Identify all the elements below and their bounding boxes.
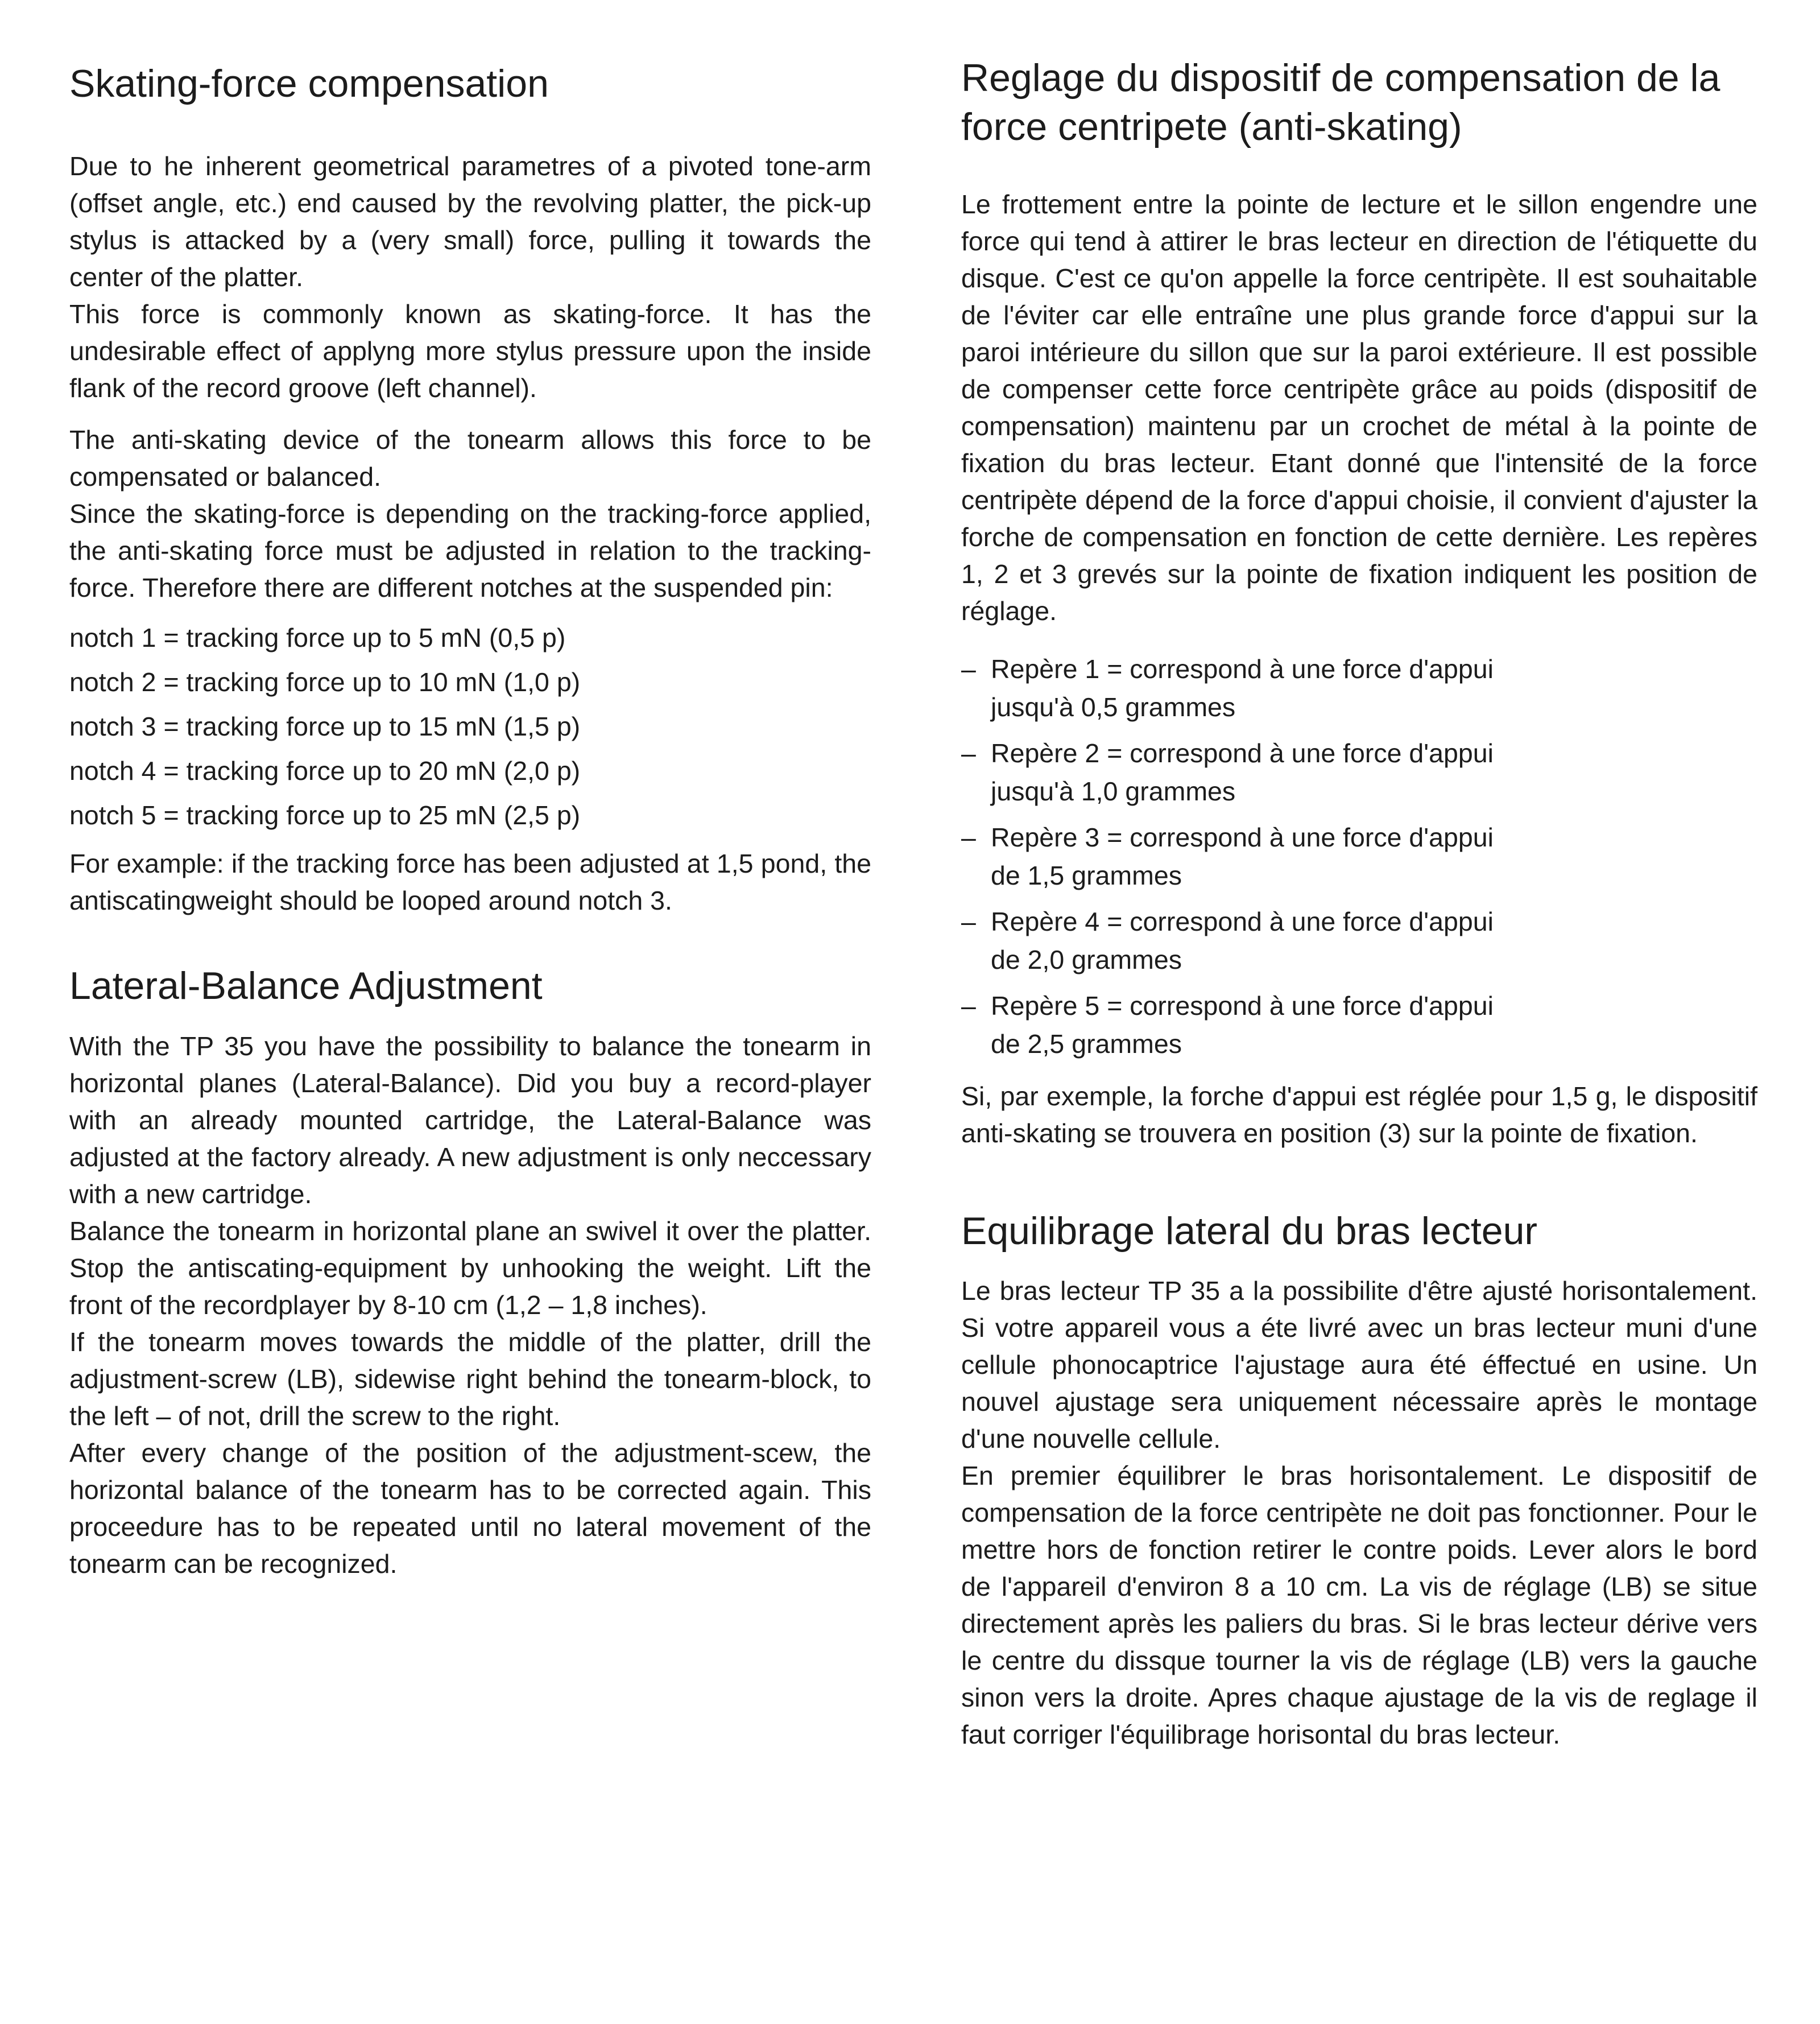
lateral-balance-title: Lateral-Balance Adjustment xyxy=(69,964,543,1008)
repere-list xyxy=(961,650,1757,1063)
notch-item: notch 2 = tracking force up to 10 mN (1,0 p) xyxy=(69,667,581,697)
skating-paragraph-3: The anti-skating device of the tonearm allows this force to be compensated or balanced. xyxy=(69,425,871,492)
repere-line-1: Repère 1 = correspond à une force d'appui xyxy=(991,654,1494,684)
lateral-paragraph-2: Balance the tonearm in horizontal plane an swivel it over the platter. Stop the antiscating-equipment by unhooking the weight. Lift the front of the recordplayer by 8-10 cm (1,2 – 1,8 inches). xyxy=(69,1216,871,1320)
skating-paragraph-4: Since the skating-force is depending on the tracking-force applied, the anti-skating force must be adjusted in relation to the tracking-force. Therefore there are different notches at the suspended pin: xyxy=(69,499,871,603)
repere-line-1: Repère 4 = correspond à une force d'appui xyxy=(991,906,1494,936)
equilibrage-paragraph-1: Le bras lecteur TP 35 a la possibilite d'être ajusté horisontalement. Si votre appareil vous a éte livré avec un bras lecteur muni d'une cellule phonocaptrice l'ajustage aura été éffectué en usine. Un nouvel ajustage sera uniquement nécessaire après le montage d'une nouvelle cellule. xyxy=(961,1276,1757,1454)
notch-item: notch 5 = tracking force up to 25 mN (2,5 p) xyxy=(69,800,581,831)
dash-bullet: – xyxy=(961,738,976,768)
repere-line-1: Repère 2 = correspond à une force d'appui xyxy=(991,738,1494,768)
dash-bullet: – xyxy=(961,990,976,1021)
reglage-paragraph-1: Le frottement entre la pointe de lecture et le sillon engendre une force qui tend à attirer le bras lecteur en direction de l'étiquette du disque. C'est ce qu'on appelle la force centripète. Il est souhaitable de l'éviter car elle entraîne une plus grande force d'appui sur la paroi intérieure du sillon que sur la paroi extérieure. Il est possible de compenser cette force centripète grâce au poids (dispositif de compensation) maintenu par un crochet de métal à la pointe de fixation du bras lecteur. Etant donné que l'intensité de la force centripète dépend de la force d'appui choisie, il convient d'ajuster la forche de compensation en fonction de cette dernière. Les repères 1, 2 et 3 grevés sur la pointe de fixation indiquent les position de réglage. xyxy=(961,189,1757,626)
dash-bullet: – xyxy=(961,906,976,936)
lateral-paragraph-1: With the TP 35 you have the possibility to balance the tonearm in horizontal planes (Lateral-Balance). Did you buy a record-player with an already mounted cartridge, the Lateral-Balance was adjusted at the factory already. A new adjustment is only neccessary with a new cartridge. xyxy=(69,1031,871,1209)
repere-item xyxy=(961,819,1757,895)
repere-line-1: Repère 5 = correspond à une force d'appui xyxy=(991,990,1494,1021)
repere-line-2: jusqu'à 0,5 grammes xyxy=(991,692,1236,722)
reglage-example-paragraph: Si, par exemple, la forche d'appui est réglée pour 1,5 g, le dispositif anti-skating se trouvera en position (3) sur la pointe de fixation. xyxy=(961,1081,1757,1148)
french-column xyxy=(961,0,1757,1753)
notch-list xyxy=(69,616,871,837)
equilibrage-paragraph-2: En premier équilibrer le bras horisontalement. Le dispositif de compensation de la force centripète ne doit pas fonctionner. Pour le mettre hors de fonction retirer le contre poids. Lever alors le bord de l'appareil d'environ 8 a 10 cm. La vis de réglage (LB) se situe directement après les paliers du bras. Si le bras lecteur dérive vers le centre du dissque tourner la vis de réglage (LB) vers la gauche sinon vers la droite. Apres chaque ajustage de la vis de reglage il faut corriger l'équilibrage horisontal du bras lecteur. xyxy=(961,1461,1757,1750)
english-column xyxy=(69,0,871,1583)
skating-force-title: Skating-force compensation xyxy=(69,62,549,105)
repere-line-2: jusqu'à 1,0 grammes xyxy=(991,776,1236,806)
repere-item xyxy=(961,734,1757,811)
skating-paragraph-1: Due to he inherent geometrical parametres of a pivoted tone-arm (offset angle, etc.) end caused by the revolving platter, the pick-up stylus is attacked by a (very small) force, pulling it towards the center of the platter. xyxy=(69,151,871,292)
repere-line-2: de 1,5 grammes xyxy=(991,860,1182,890)
lateral-paragraph-4: After every change of the position of the adjustment-scew, the horizontal balance of the tonearm has to be corrected again. This proceedure has to be repeated until no lateral movement of the tonearm can be recognized. xyxy=(69,1438,871,1579)
repere-line-2: de 2,5 grammes xyxy=(991,1028,1182,1059)
equilibrage-title: Equilibrage lateral du bras lecteur xyxy=(961,1209,1538,1253)
repere-item xyxy=(961,987,1757,1063)
repere-item xyxy=(961,650,1757,726)
skating-paragraph-2: This force is commonly known as skating-force. It has the undesirable effect of applyng more stylus pressure upon the inside flank of the record groove (left channel). xyxy=(69,299,871,403)
repere-line-2: de 2,0 grammes xyxy=(991,944,1182,974)
lateral-paragraph-3: If the tonearm moves towards the middle of the platter, drill the adjustment-screw (LB), sidewise right behind the tonearm-block, to the left – of not, drill the screw to the right. xyxy=(69,1327,871,1431)
notch-item: notch 3 = tracking force up to 15 mN (1,5 p) xyxy=(69,712,581,742)
notch-item: notch 1 = tracking force up to 5 mN (0,5 p) xyxy=(69,623,566,653)
dash-bullet: – xyxy=(961,654,976,684)
repere-item xyxy=(961,903,1757,979)
repere-line-1: Repère 3 = correspond à une force d'appui xyxy=(991,822,1494,852)
reglage-title: Reglage du dispositif de compensation de la force centripete (anti-skating) xyxy=(961,56,1720,149)
skating-example-paragraph: For example: if the tracking force has been adjusted at 1,5 pond, the antiscatingweight should be looped around notch 3. xyxy=(69,849,871,916)
dash-bullet: – xyxy=(961,822,976,852)
notch-item: notch 4 = tracking force up to 20 mN (2,0 p) xyxy=(69,756,581,786)
